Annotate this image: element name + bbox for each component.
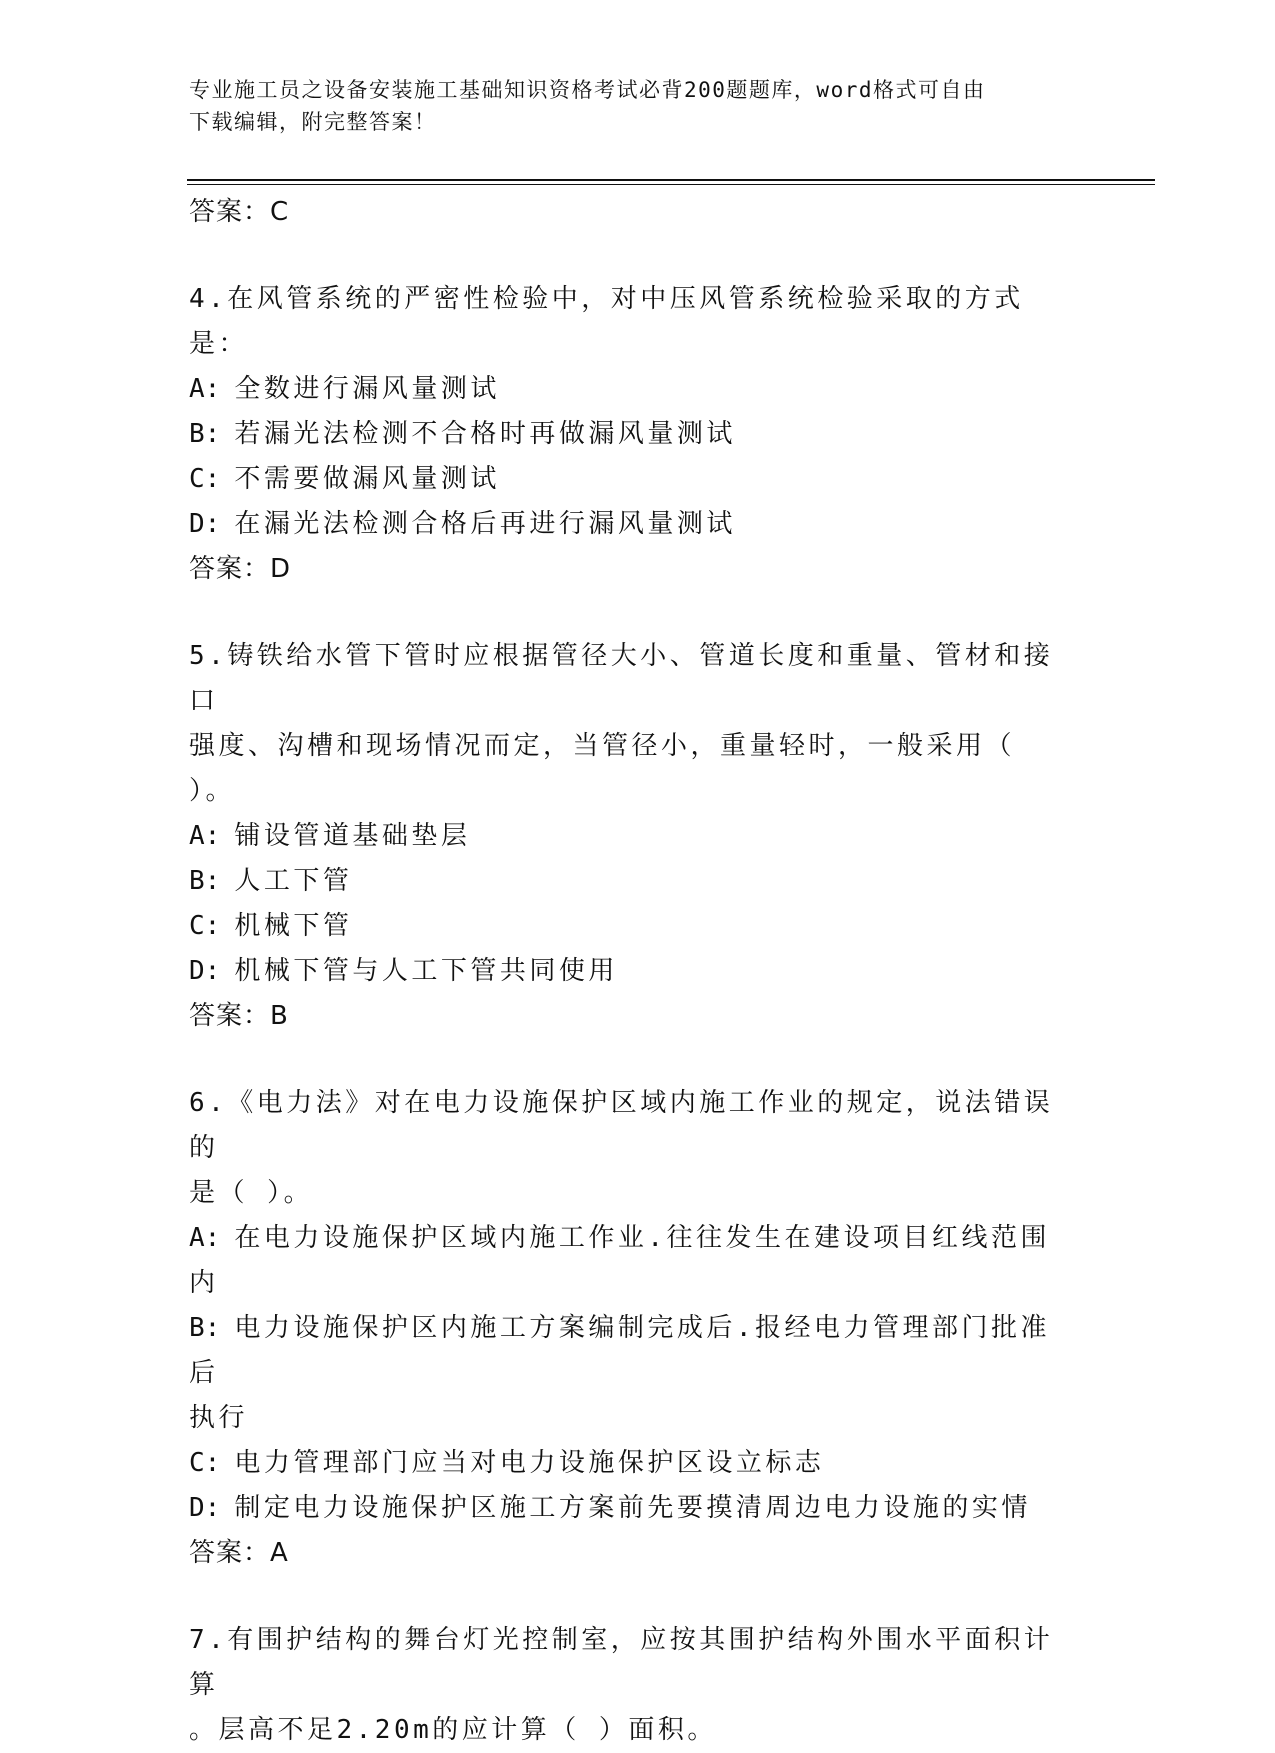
option-text: 机械下管与人工下管共同使用 [234,956,618,986]
option-key: D: [189,509,221,539]
header-rule-thin [187,184,1155,185]
option-text: 制定电力设施保护区施工方案前先要摸清周边电力设施的实情 [234,1493,1031,1523]
answer-label: 答案： [189,1538,271,1568]
question-6 [189,1081,1069,1575]
option-key: C: [189,1448,221,1478]
option-key: A: [189,374,221,404]
answer-line [189,547,1069,591]
answer-label: 答案： [189,554,271,584]
question-5 [189,634,1069,1038]
question-4 [189,277,1069,591]
question-text: 6.《电力法》对在电力设施保护区域内施工作业的规定，说法错误的 [189,1088,1054,1163]
option-c [189,904,1069,949]
option-text: 若漏光法检测不合格时再做漏风量测试 [234,419,736,449]
option-d [189,502,1069,547]
header-title-line-2: 下载编辑，附完整答案！ [189,110,437,134]
option-text: 在电力设施保护区域内施工作业.往往发生在建设项目红线范围内 [189,1223,1050,1298]
option-text: 铺设管道基础垫层 [234,821,471,851]
option-key: C: [189,911,221,941]
option-text: 电力设施保护区内施工方案编制完成后.报经电力管理部门批准后 [189,1313,1050,1388]
option-c [189,1441,1069,1486]
answer-value: B [270,1001,289,1031]
option-key: D: [189,1493,221,1523]
option-a [189,814,1069,859]
answer-label: 答案： [189,1001,271,1031]
question-text: 5.铸铁给水管下管时应根据管径大小、管道长度和重量、管材和接口 [189,641,1054,716]
option-b [189,859,1069,904]
option-text: 不需要做漏风量测试 [234,464,500,494]
option-text: 人工下管 [234,866,353,896]
question-text: 7.有围护结构的舞台灯光控制室，应按其围护结构外围水平面积计算 [189,1625,1054,1700]
option-key: B: [189,1313,221,1343]
option-d [189,1486,1069,1531]
option-b [189,412,1069,457]
option-c [189,457,1069,502]
question-text: 4.在风管系统的严密性检验中，对中压风管系统检验采取的方式是： [189,284,1024,359]
option-b [189,1306,1069,1396]
option-text: 在漏光法检测合格后再进行漏风量测试 [234,509,736,539]
question-text: 是（ ）。 [189,1178,314,1208]
header-rule-thick [187,179,1155,181]
option-key: A: [189,821,221,851]
question-text: 。层高不足2.20m的应计算（ ）面积。 [189,1715,717,1745]
document-header [189,74,1089,138]
document-body [189,190,1069,1753]
answer-value: D [270,554,292,584]
header-title-line-1: 专业施工员之设备安装施工基础知识资格考试必背200题题库，word格式可自由 [189,78,986,102]
question-text: 强度、沟槽和现场情况而定，当管径小，重量轻时，一般采用（ ）。 [189,731,1016,806]
option-text: 全数进行漏风量测试 [234,374,500,404]
question-7 [189,1618,1069,1753]
answer-value: A [270,1538,289,1568]
option-a [189,1216,1069,1306]
option-b-continued: 执行 [189,1403,249,1433]
answer-value: C [270,197,290,227]
answer-line [189,1531,1069,1575]
option-text: 电力管理部门应当对电力设施保护区设立标志 [234,1448,825,1478]
option-key: D: [189,956,221,986]
option-key: A: [189,1223,221,1253]
option-a [189,367,1069,412]
option-key: C: [189,464,221,494]
answer-label: 答案： [189,197,271,227]
option-key: B: [189,866,221,896]
option-text: 机械下管 [234,911,353,941]
answer-line [189,994,1069,1038]
option-d [189,949,1069,994]
answer-line [189,190,1069,234]
option-key: B: [189,419,221,449]
